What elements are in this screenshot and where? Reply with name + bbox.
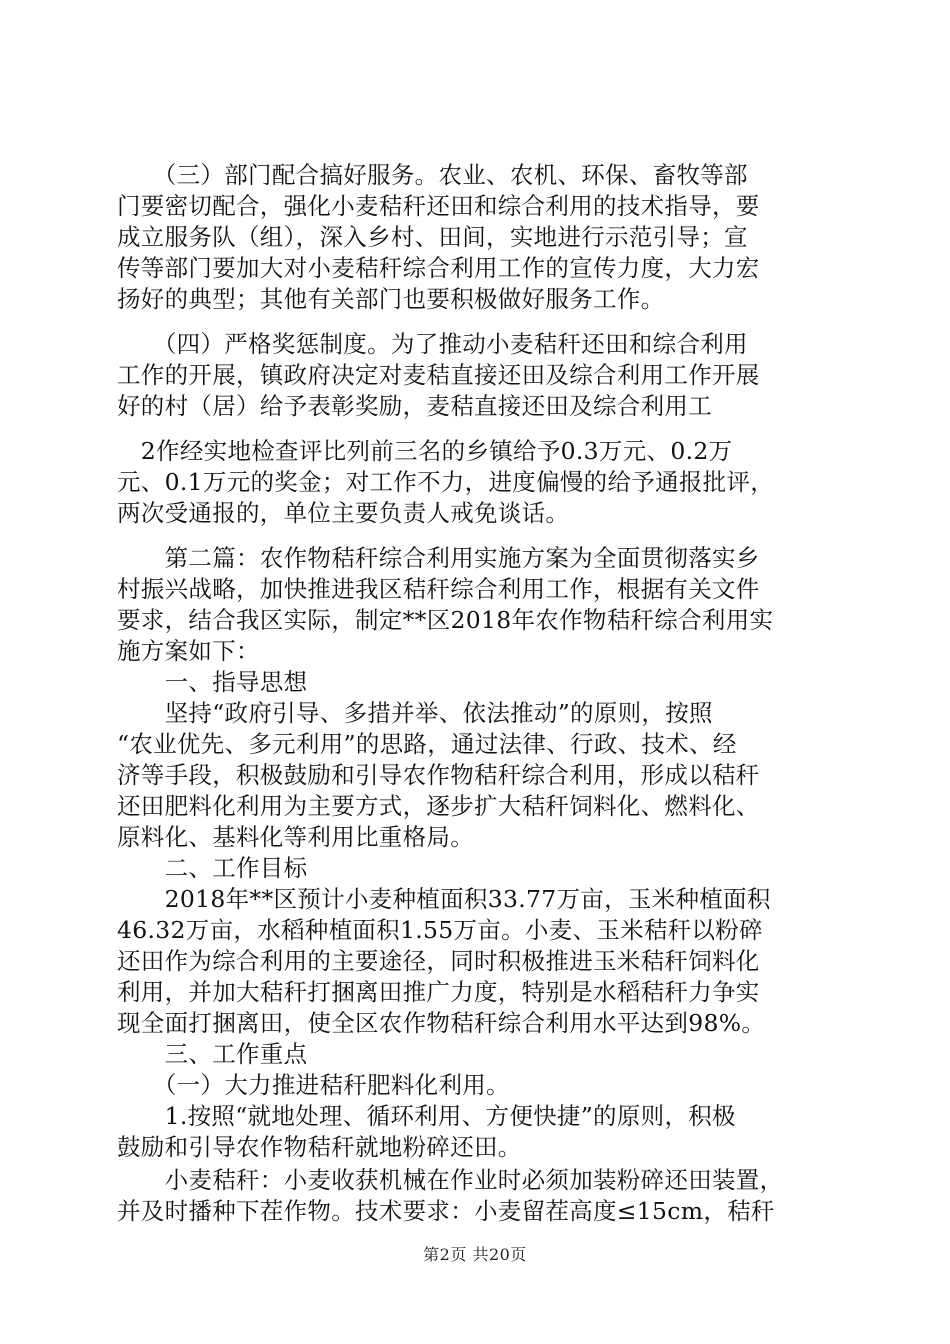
text-line: 还田肥料化利用为主要方式，逐步扩大秸秆饲料化、燃料化、: [117, 792, 760, 820]
text-line: （三）部门配合搞好服务。农业、农机、环保、畜牧等部: [117, 161, 748, 189]
text-line: 三、工作重点: [117, 1040, 308, 1068]
text-line: 坚持“政府引导、多措并举、依法推动”的原则，按照: [117, 699, 713, 727]
text-line: 工作的开展，镇政府决定对麦秸直接还田及综合利用工作开展: [117, 361, 760, 389]
text-line: 两次受通报的，单位主要负责人戒免谈话。: [117, 499, 570, 527]
text-line: 成立服务队（组），深入乡村、田间，实地进行示范引导；宣: [117, 223, 748, 251]
text-line: 济等手段，积极鼓励和引导农作物秸秆综合利用，形成以秸秆: [117, 761, 760, 789]
text-line: 要求，结合我区实际，制定**区2018年农作物秸秆综合利用实: [117, 606, 774, 634]
text-line: 小麦秸秆：小麦收获机械在作业时必须加装粉碎还田装置，: [117, 1166, 784, 1194]
text-line: 村振兴战略，加快推进我区秸秆综合利用工作，根据有关文件: [117, 575, 760, 603]
text-line: 还田作为综合利用的主要途径，同时积极推进玉米秸秆饲料化: [117, 947, 760, 975]
text-line: （一）大力推进秸秆肥料化利用。: [117, 1071, 510, 1099]
text-line: 2018年**区预计小麦种植面积33.77万亩，玉米种植面积: [117, 885, 771, 913]
text-line: 门要密切配合，强化小麦秸秆还田和综合利用的技术指导，要: [117, 192, 760, 220]
text-line: （四）严格奖惩制度。为了推动小麦秸秆还田和综合利用: [117, 330, 748, 358]
text-line: 鼓励和引导农作物秸秆就地粉碎还田。: [117, 1133, 522, 1161]
text-line: 2作经实地检查评比列前三名的乡镇给予0.3万元、0.2万: [117, 437, 733, 465]
text-line: 扬好的典型；其他有关部门也要积极做好服务工作。: [117, 285, 665, 313]
text-line: 二、工作目标: [117, 854, 308, 882]
text-line: 元、0.1万元的奖金；对工作不力，进度偏慢的给予通报批评，: [117, 468, 775, 496]
text-line: 46.32万亩，水稻种植面积1.55万亩。小麦、玉米秸秆以粉碎: [117, 916, 763, 944]
text-line: 第二篇：农作物秸秆综合利用实施方案为全面贯彻落实乡: [117, 544, 760, 572]
text-line: 利用，并加大秸秆打捆离田推广力度，特别是水稻秸秆力争实: [117, 978, 760, 1006]
text-line: “农业优先、多元利用”的思路，通过法律、行政、技术、经: [117, 730, 737, 758]
text-line: 施方案如下：: [117, 637, 260, 665]
page-footer: 第2页 共20页: [423, 1245, 527, 1264]
text-line: 一、指导思想: [117, 668, 308, 696]
text-line: 传等部门要加大对小麦秸秆综合利用工作的宣传力度，大力宏: [117, 254, 760, 282]
text-line: 好的村（居）给予表彰奖励，麦秸直接还田及综合利用工: [117, 392, 712, 420]
text-line: 原料化、基料化等利用比重格局。: [117, 823, 474, 851]
text-line: 现全面打捆离田，使全区农作物秸秆综合利用水平达到98%。: [117, 1009, 766, 1037]
text-line: 并及时播种下茬作物。技术要求：小麦留茬高度≤15cm，秸秆: [117, 1197, 775, 1225]
text-line: 1.按照“就地处理、循环利用、方便快捷”的原则，积极: [117, 1102, 736, 1130]
